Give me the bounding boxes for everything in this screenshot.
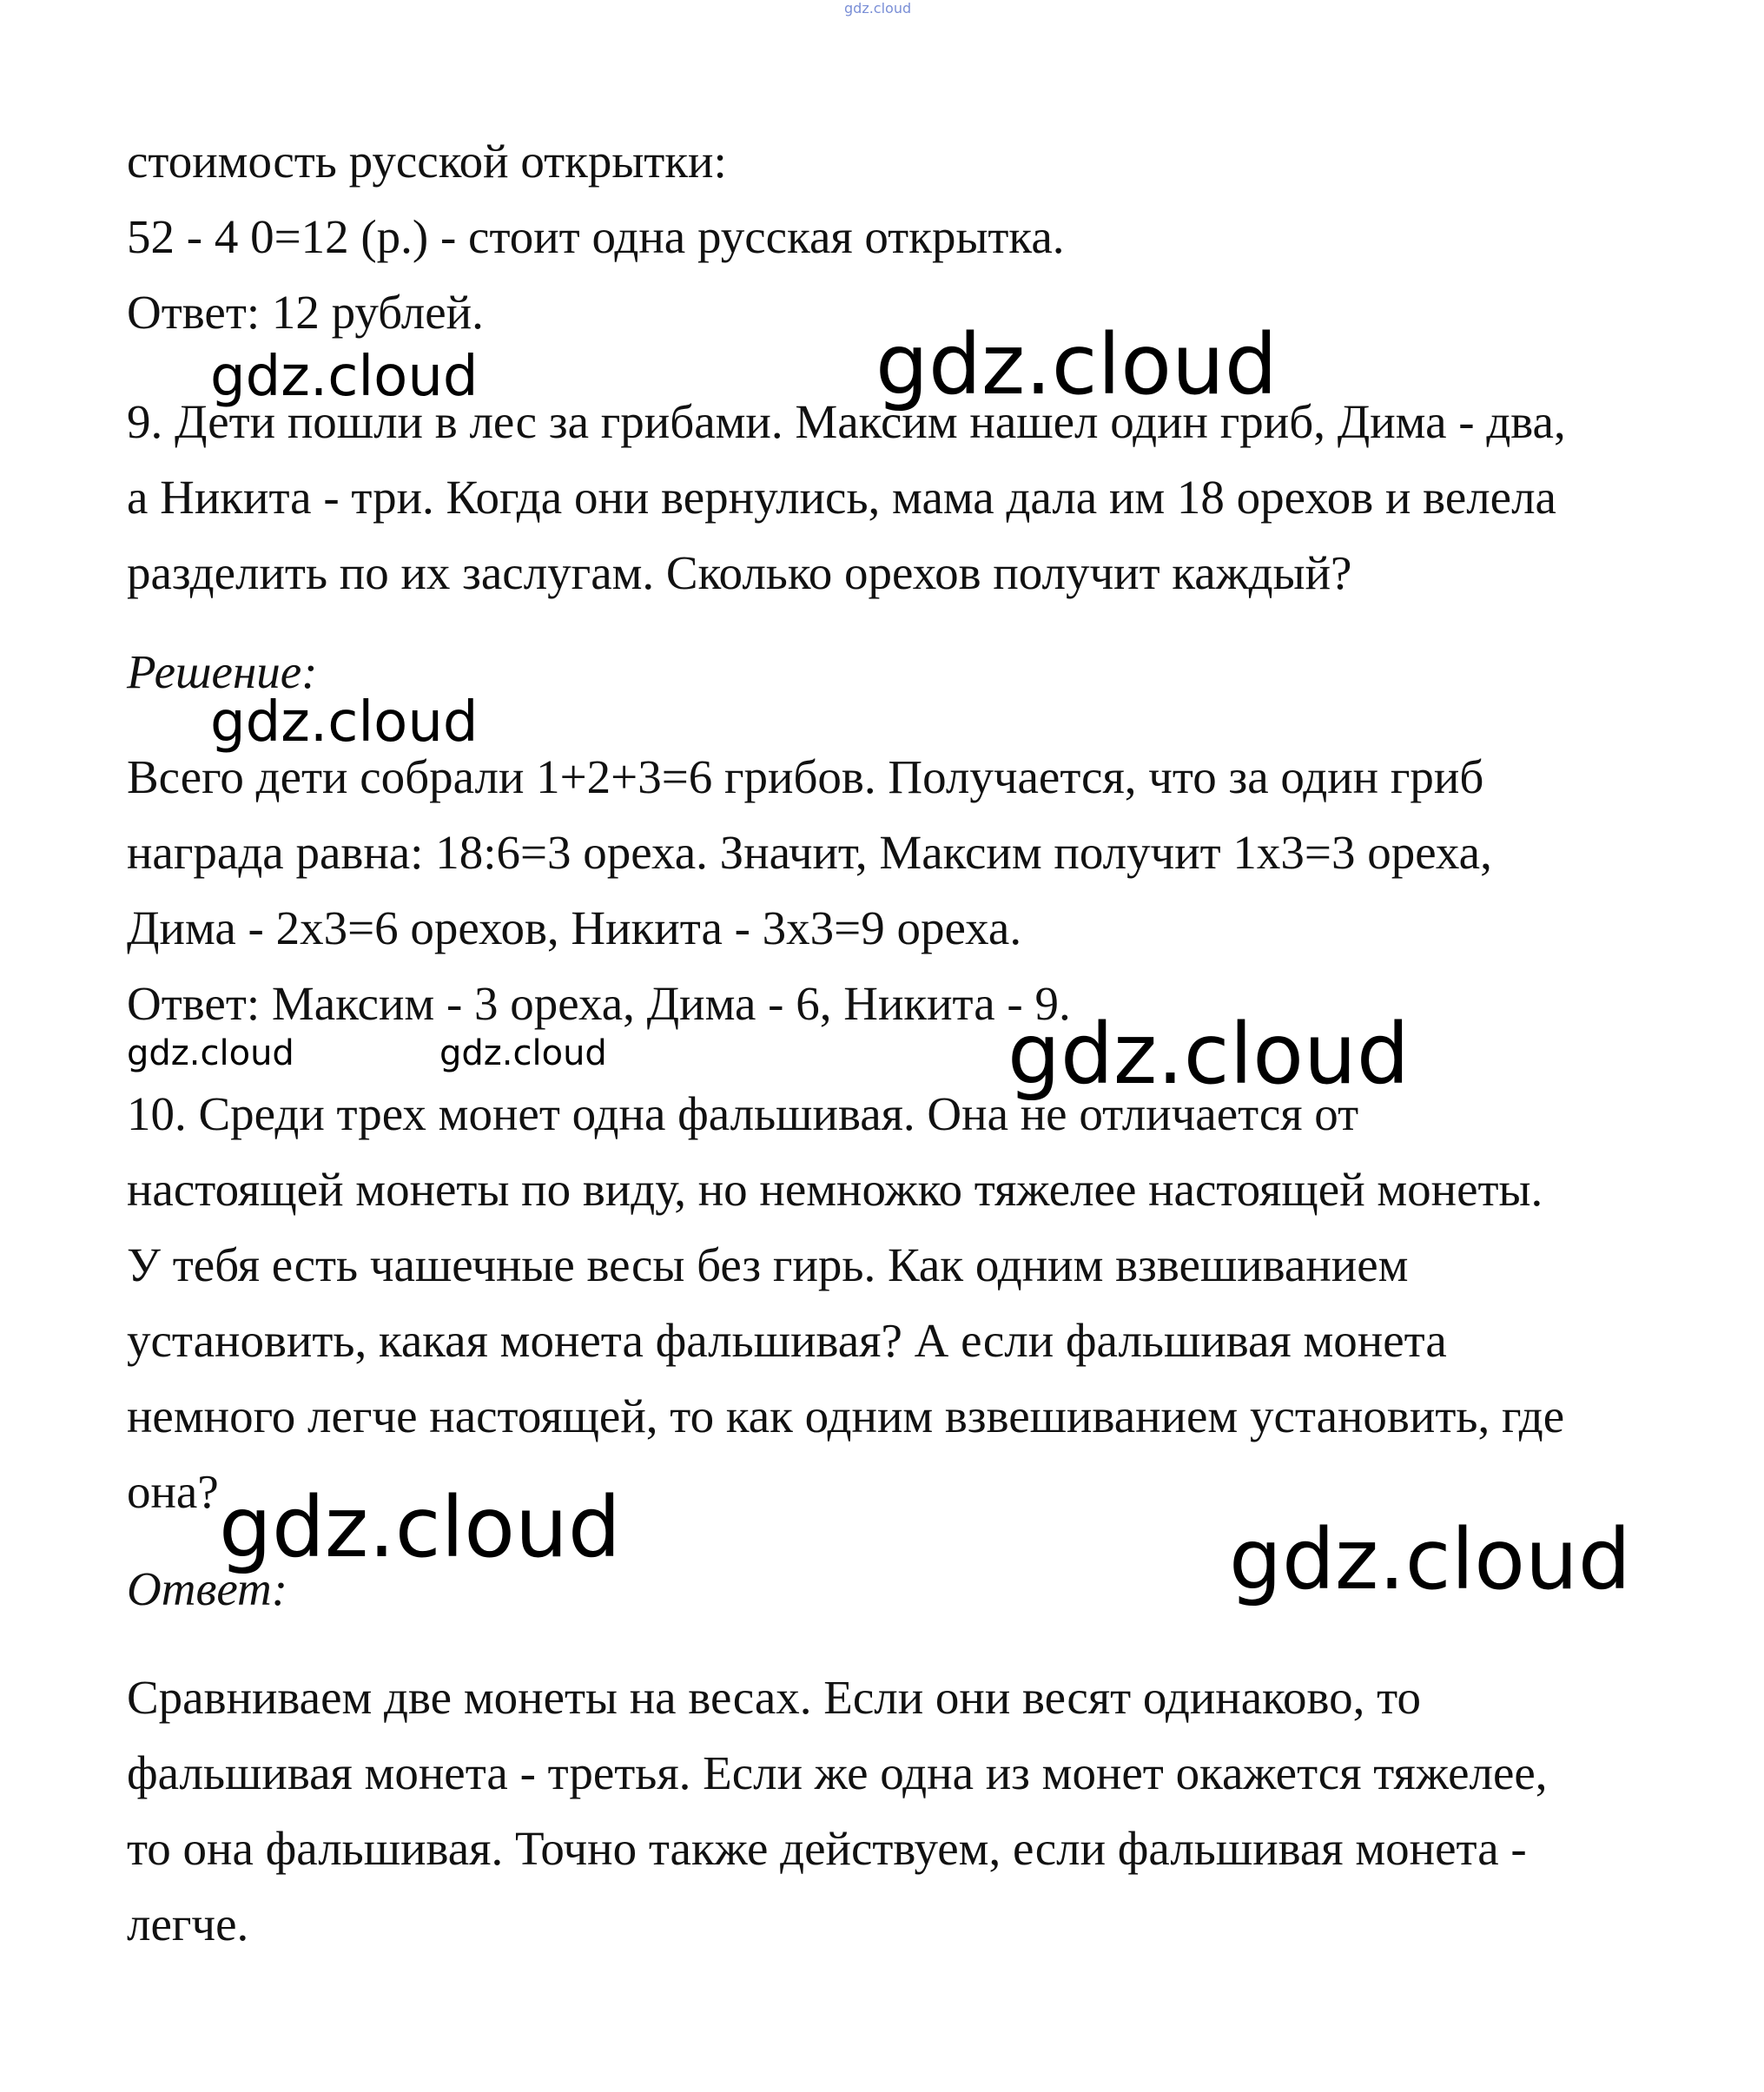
header-watermark: gdz.cloud [844,0,912,16]
answer-line: Ответ: 12 рублей. [127,286,484,339]
problem-9-line: а Никита - три. Когда они вернулись, мама дала им 18 орехов и велела [127,471,1556,524]
problem-10-line: она? [127,1465,219,1518]
watermark: gdz.cloud [875,316,1278,413]
answer-line: фальшивая монета - третья. Если же одна из монет окажется тяжелее, [127,1746,1548,1799]
problem-10-line: 10. Среди трех монет одна фальшивая. Она не отличается от [127,1087,1359,1140]
solution-line: награда равна: 18:6=3 ореха. Значит, Максим получит 1x3=3 ореха, [127,826,1492,879]
problem-10-line: немного легче настоящей, то как одним взвешиванием установить, где [127,1389,1565,1442]
answer-line: Сравниваем две монеты на весах. Если они весят одинаково, то [127,1671,1421,1724]
watermark: gdz.cloud [210,345,479,409]
problem-10-line: настоящей монеты по виду, но немножко тяжелее настоящей монеты. [127,1163,1543,1216]
text-line: стоимость русской открытки: [127,135,727,188]
solution-line: Всего дети собрали 1+2+3=6 грибов. Получается, что за один гриб [127,750,1484,803]
answer-heading: Ответ: [127,1562,288,1615]
answer-line: то она фальшивая. Точно также действуем, если фальшивая монета - [127,1822,1527,1875]
watermark: gdz.cloud [219,1479,621,1576]
problem-10-line: установить, какая монета фальшивая? А если фальшивая монета [127,1314,1447,1367]
problem-9-line: разделить по их заслугам. Сколько орехов получит каждый? [127,546,1352,599]
watermark: gdz.cloud [210,690,479,755]
watermark: gdz.cloud [1229,1511,1631,1608]
answer-line: легче. [127,1897,249,1950]
watermark: gdz.cloud [439,1033,607,1073]
solution-line: Дима - 2x3=6 орехов, Никита - 3x3=9 ореха. [127,901,1022,954]
problem-10-line: У тебя есть чашечные весы без гирь. Как одним взвешиванием [127,1238,1409,1291]
watermark: gdz.cloud [1008,1006,1410,1103]
problem-9-line: 9. Дети пошли в лес за грибами. Максим нашел один гриб, Дима - два, [127,395,1566,448]
answer-line: Ответ: Максим - 3 ореха, Дима - 6, Никита - 9. [127,977,1071,1030]
solution-heading: Решение: [127,645,318,698]
watermark: gdz.cloud [127,1033,294,1073]
text-line: 52 - 4 0=12 (р.) - стоит одна русская открытка. [127,210,1065,263]
